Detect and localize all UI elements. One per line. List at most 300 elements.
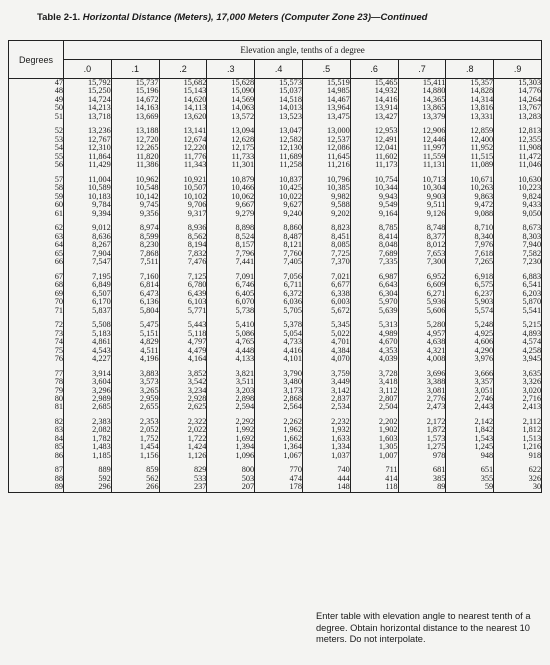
distance-value: 10,344	[374, 183, 398, 193]
distance-value: 15,250	[87, 86, 111, 96]
distance-value: 13,572	[231, 111, 255, 121]
distance-value: 13,094	[231, 126, 255, 136]
distance-value: 3,542	[187, 377, 207, 387]
degree-value: 75	[54, 345, 63, 355]
distance-value: 2,534	[331, 402, 350, 412]
distance-value: 474	[289, 473, 302, 483]
distance-value: 8,710	[474, 223, 494, 233]
degree-value: 56	[54, 160, 63, 170]
distance-value: 2,837	[331, 393, 350, 403]
distance-value: 10,263	[470, 183, 494, 193]
distance-value: 1,067	[283, 450, 302, 460]
distance-value: 12,720	[135, 134, 159, 144]
distance-value: 5,215	[522, 320, 542, 330]
distance-value: 1,872	[426, 425, 446, 435]
distance-value: 8,085	[331, 240, 350, 250]
distance-value: 6,203	[522, 288, 542, 298]
distance-value: 1,692	[235, 433, 255, 443]
distance-value: 5,508	[92, 320, 111, 330]
degree-value: 82	[54, 416, 63, 426]
distance-value: 1,424	[187, 442, 207, 452]
distance-value: 7,370	[331, 257, 350, 267]
distance-value: 5,248	[474, 320, 494, 330]
distance-value: 1,483	[92, 442, 111, 452]
degree-value: 49	[54, 94, 63, 104]
distance-value: 13,283	[518, 111, 542, 121]
degree-value: 64	[54, 240, 63, 250]
tenth-header: .2	[159, 60, 207, 79]
distance-value: 11,952	[470, 143, 494, 153]
distance-value: 11,864	[88, 151, 111, 161]
distance-value: 12,674	[183, 134, 207, 144]
distance-value: 7,021	[331, 271, 350, 281]
distance-value: 12,628	[231, 134, 255, 144]
distance-value: 10,304	[422, 183, 446, 193]
distance-value: 13,475	[326, 111, 350, 121]
distance-value: 10,223	[518, 183, 542, 193]
distance-value: 622	[528, 465, 542, 475]
distance-value: 5,771	[187, 305, 207, 315]
degree-value: 80	[54, 393, 63, 403]
distance-value: 9,240	[283, 208, 302, 218]
distance-value: 12,355	[518, 134, 542, 144]
distance-value: 6,711	[283, 280, 302, 290]
degree-value: 87	[54, 465, 63, 475]
distance-value: 5,903	[474, 297, 494, 307]
distance-value: 2,322	[187, 416, 207, 426]
distance-value: 12,859	[470, 126, 494, 136]
distance-value: 10,630	[518, 174, 542, 184]
distance-value: 7,230	[522, 257, 542, 267]
distance-value: 14,213	[87, 103, 111, 113]
distance-value: 10,713	[422, 174, 446, 184]
distance-value: 9,511	[427, 200, 446, 210]
distance-value: 3,265	[139, 385, 159, 395]
distance-value: 15,090	[231, 86, 255, 96]
distance-value: 3,511	[235, 377, 255, 387]
degree-value: 50	[54, 103, 63, 113]
usage-note: Enter table with elevation angle to nearest tenth of a degree. Obtain horizontal distance to the nearest 10 meters. Do not interpolate.	[316, 611, 531, 644]
distance-value: 2,928	[187, 393, 207, 403]
distance-value: 11,429	[88, 160, 111, 170]
distance-column-0	[64, 79, 112, 493]
distance-value: 7,511	[140, 257, 159, 267]
distance-value: 9,745	[139, 200, 159, 210]
distance-value: 5,022	[331, 328, 350, 338]
distance-value: 5,837	[92, 305, 111, 315]
distance-column-4	[255, 79, 303, 493]
distance-value: 7,547	[92, 257, 111, 267]
distance-value: 11,820	[136, 151, 159, 161]
distance-value: 5,936	[426, 297, 446, 307]
distance-value: 9,317	[187, 208, 207, 218]
distance-value: 14,467	[326, 94, 350, 104]
degree-value: 58	[54, 183, 63, 193]
distance-value: 9,549	[378, 200, 398, 210]
distance-value: 5,639	[378, 305, 398, 315]
tenth-header: .8	[446, 60, 494, 79]
distance-value: 4,511	[140, 345, 159, 355]
distance-value: 8,048	[378, 240, 398, 250]
distance-value: 1,216	[522, 442, 542, 452]
distance-value: 7,160	[139, 271, 159, 281]
distance-value: 1,752	[139, 433, 159, 443]
degree-value: 54	[54, 143, 63, 153]
degree-value: 89	[54, 482, 63, 492]
distance-value: 9,164	[378, 208, 398, 218]
degree-value: 76	[54, 354, 63, 364]
distance-value: 8,636	[92, 231, 111, 241]
distance-value: 13,523	[279, 111, 302, 121]
distance-value: 9,202	[331, 208, 350, 218]
distance-value: 2,353	[139, 416, 159, 426]
distance-value: 7,441	[235, 257, 255, 267]
distance-value: 7,796	[235, 248, 255, 258]
distance-value: 8,785	[378, 223, 398, 233]
distance-value: 7,091	[235, 271, 255, 281]
distance-value: 14,264	[518, 94, 542, 104]
distance-value: 1,603	[378, 433, 398, 443]
distance-value: 4,925	[474, 328, 494, 338]
distance-value: 4,989	[378, 328, 398, 338]
tenth-header: .1	[111, 60, 159, 79]
distance-value: 10,507	[183, 183, 207, 193]
distance-value: 9,356	[139, 208, 159, 218]
distance-value: 3,234	[187, 385, 207, 395]
distance-value: 9,126	[426, 208, 446, 218]
distance-value: 9,088	[474, 208, 494, 218]
distance-value: 5,183	[92, 328, 111, 338]
distance-value: 7,195	[92, 271, 111, 281]
degree-value: 59	[54, 191, 63, 201]
distance-value: 385	[432, 473, 446, 483]
distance-value: 14,776	[518, 86, 542, 96]
distance-value: 13,816	[470, 103, 494, 113]
tenth-header: .5	[302, 60, 350, 79]
distance-value: 10,754	[374, 174, 398, 184]
distance-value: 1,364	[283, 442, 302, 452]
distance-value: 4,227	[92, 354, 111, 364]
distance-value: 5,443	[187, 320, 207, 330]
distance-value: 14,063	[231, 103, 255, 113]
distance-value: 5,086	[235, 328, 255, 338]
distance-value: 14,163	[135, 103, 159, 113]
distance-value: 11,515	[470, 151, 494, 161]
distance-value: 3,418	[378, 377, 398, 387]
distance-value: 10,425	[279, 183, 302, 193]
distance-table	[8, 40, 542, 493]
distance-value: 59	[484, 482, 494, 492]
degree-value: 71	[54, 305, 63, 315]
distance-value: 3,666	[474, 368, 494, 378]
distance-value: 10,837	[279, 174, 302, 184]
degrees-header: Degrees	[9, 41, 64, 79]
distance-value: 13,188	[135, 126, 159, 136]
distance-value: 2,746	[474, 393, 494, 403]
tenth-header: .6	[350, 60, 398, 79]
degree-value: 63	[54, 231, 63, 241]
distance-value: 4,638	[426, 337, 446, 347]
distance-value: 12,446	[422, 134, 446, 144]
distance-value: 10,589	[87, 183, 111, 193]
distance-value: 651	[480, 465, 494, 475]
distance-value: 3,821	[235, 368, 255, 378]
distance-value: 6,070	[235, 297, 255, 307]
distance-value: 5,280	[426, 320, 446, 330]
distance-value: 11,689	[279, 151, 302, 161]
degree-value: 69	[54, 288, 63, 298]
distance-value: 15,037	[279, 86, 302, 96]
table-title	[37, 12, 427, 23]
tenth-header: .4	[255, 60, 303, 79]
distance-value: 11,776	[183, 151, 207, 161]
distance-value: 859	[146, 465, 159, 475]
degree-value: 74	[54, 337, 63, 347]
distance-value: 7,335	[378, 257, 398, 267]
distance-value: 3,020	[522, 385, 542, 395]
distance-value: 14,416	[374, 94, 398, 104]
distance-value: 11,908	[518, 143, 542, 153]
distance-value: 533	[193, 473, 207, 483]
distance-value: 12,310	[87, 143, 111, 153]
distance-value: 11,301	[231, 160, 255, 170]
distance-value: 14,620	[183, 94, 207, 104]
distance-value: 14,672	[135, 94, 159, 104]
distance-value: 12,130	[279, 143, 302, 153]
distance-value: 2,959	[139, 393, 159, 403]
distance-value: 1,812	[522, 425, 542, 435]
distance-value: 8,194	[187, 240, 207, 250]
distance-value: 14,828	[470, 86, 494, 96]
distance-value: 4,101	[283, 354, 302, 364]
distance-column-6	[350, 79, 398, 493]
distance-value: 6,103	[187, 297, 207, 307]
table-caption: Horizontal Distance (Meters), 17,000 Meters (Computer Zone 23)—Continued	[82, 12, 428, 23]
distance-value: 9,050	[522, 208, 542, 218]
distance-value: 15,519	[326, 78, 350, 87]
distance-value: 5,345	[331, 320, 350, 330]
degree-value: 73	[54, 328, 63, 338]
distance-value: 118	[385, 482, 398, 492]
distance-value: 11,343	[183, 160, 207, 170]
distance-value: 6,918	[474, 271, 494, 281]
distance-value: 1,007	[378, 450, 398, 460]
distance-value: 7,976	[474, 240, 494, 250]
distance-value: 7,904	[92, 248, 111, 258]
distance-value: 5,313	[378, 320, 398, 330]
distance-value: 9,627	[283, 200, 302, 210]
distance-value: 9,394	[92, 208, 111, 218]
distance-value: 978	[432, 450, 446, 460]
distance-value: 9,433	[522, 200, 542, 210]
distance-value: 13,865	[422, 103, 446, 113]
distance-value: 3,883	[139, 368, 159, 378]
distance-value: 6,575	[474, 280, 494, 290]
distance-value: 9,982	[331, 191, 350, 201]
distance-value: 14,518	[279, 94, 302, 104]
distance-value: 4,733	[283, 337, 302, 347]
distance-value: 14,113	[183, 103, 207, 113]
distance-value: 2,112	[522, 416, 542, 426]
distance-value: 4,353	[378, 345, 398, 355]
degree-value: 51	[54, 111, 63, 121]
distance-value: 326	[528, 473, 542, 483]
distance-value: 6,439	[187, 288, 207, 298]
distance-value: 7,868	[139, 248, 159, 258]
distance-value: 3,173	[283, 385, 302, 395]
tenth-header: .9	[494, 60, 542, 79]
distance-value: 2,383	[92, 416, 111, 426]
distance-value: 4,670	[378, 337, 398, 347]
distance-value: 4,196	[139, 354, 159, 364]
distance-value: 355	[480, 473, 494, 483]
distance-value: 8,748	[426, 223, 446, 233]
distance-value: 9,012	[92, 223, 111, 233]
distance-value: 4,893	[522, 328, 542, 338]
distance-value: 14,985	[326, 86, 350, 96]
degree-value: 85	[54, 442, 63, 452]
distance-value: 15,143	[183, 86, 207, 96]
distance-value: 9,279	[235, 208, 255, 218]
distance-value: 14,314	[470, 94, 494, 104]
distance-value: 9,667	[235, 200, 255, 210]
distance-value: 711	[385, 465, 398, 475]
distance-value: 7,582	[522, 248, 542, 258]
distance-value: 948	[480, 450, 494, 460]
distance-value: 7,689	[378, 248, 398, 258]
distance-value: 1,932	[331, 425, 350, 435]
distance-value: 4,574	[522, 337, 542, 347]
distance-value: 4,321	[426, 345, 446, 355]
degree-value: 61	[54, 208, 63, 218]
distance-value: 1,126	[187, 450, 207, 460]
distance-value: 2,989	[92, 393, 111, 403]
distance-value: 4,008	[426, 354, 446, 364]
distance-value: 503	[241, 473, 255, 483]
distance-value: 6,643	[378, 280, 398, 290]
distance-value: 1,962	[283, 425, 302, 435]
degree-value: 86	[54, 450, 63, 460]
distance-value: 4,765	[235, 337, 255, 347]
distance-value: 1,633	[331, 433, 350, 443]
distance-value: 8,267	[92, 240, 111, 250]
distance-value: 6,170	[92, 297, 111, 307]
distance-value: 8,673	[522, 223, 542, 233]
distance-value: 5,118	[188, 328, 207, 338]
tenths-header-row	[9, 60, 542, 79]
distance-value: 12,767	[87, 134, 111, 144]
distance-value: 3,852	[187, 368, 207, 378]
distance-value: 11,046	[518, 160, 542, 170]
distance-value: 11,733	[231, 151, 255, 161]
distance-value: 11,386	[136, 160, 159, 170]
distance-value: 13,047	[279, 126, 302, 136]
distance-value: 2,082	[92, 425, 111, 435]
distance-value: 1,334	[331, 442, 350, 452]
distance-value: 2,262	[283, 416, 302, 426]
distance-value: 6,473	[139, 288, 159, 298]
distance-value: 11,004	[88, 174, 111, 184]
distance-value: 207	[241, 482, 255, 492]
distance-value: 4,957	[426, 328, 446, 338]
distance-value: 14,365	[422, 94, 446, 104]
distance-value: 12,265	[135, 143, 159, 153]
distance-value: 8,230	[139, 240, 159, 250]
distance-value: 681	[432, 465, 446, 475]
distance-value: 4,070	[331, 354, 350, 364]
distance-value: 10,183	[87, 191, 111, 201]
distance-value: 13,236	[87, 126, 111, 136]
distance-value: 2,052	[139, 425, 159, 435]
degree-value: 78	[54, 377, 63, 387]
distance-value: 6,780	[187, 280, 207, 290]
distance-value: 4,829	[139, 337, 159, 347]
distance-column-3	[207, 79, 255, 493]
distance-value: 10,796	[326, 174, 350, 184]
distance-value: 3,296	[92, 385, 111, 395]
distance-column-9	[494, 79, 542, 493]
distance-value: 4,606	[474, 337, 494, 347]
distance-value: 6,405	[235, 288, 255, 298]
distance-value: 15,628	[231, 78, 255, 87]
distance-value: 8,487	[283, 231, 302, 241]
distance-value: 562	[146, 473, 159, 483]
distance-value: 2,504	[378, 402, 398, 412]
degree-value: 52	[54, 126, 63, 136]
distance-value: 3,914	[92, 368, 111, 378]
distance-value: 6,271	[426, 288, 446, 298]
distance-value: 5,475	[139, 320, 159, 330]
distance-value: 5,541	[522, 305, 542, 315]
distance-value: 296	[98, 482, 111, 492]
distance-value: 770	[289, 465, 302, 475]
table-body-row	[9, 79, 542, 493]
distance-value: 5,151	[139, 328, 159, 338]
distance-value: 8,451	[331, 231, 350, 241]
distance-value: 7,056	[283, 271, 302, 281]
elevation-angle-header: Elevation angle, tenths of a degree	[64, 41, 542, 60]
tenth-header: .0	[64, 60, 112, 79]
distance-value: 3,790	[283, 368, 302, 378]
distance-value: 15,465	[374, 78, 398, 87]
distance-value: 592	[98, 473, 111, 483]
distance-value: 9,824	[522, 191, 542, 201]
distance-value: 14,724	[87, 94, 111, 104]
distance-value: 13,331	[470, 111, 494, 121]
distance-value: 1,156	[139, 450, 159, 460]
distance-value: 4,258	[522, 345, 542, 355]
degree-value: 68	[54, 280, 63, 290]
distance-value: 6,372	[283, 288, 302, 298]
distance-value: 3,081	[426, 385, 446, 395]
distance-value: 2,868	[283, 393, 302, 403]
degree-value: 47	[54, 78, 63, 87]
distance-value: 15,682	[183, 78, 207, 87]
distance-value: 6,507	[92, 288, 111, 298]
distance-value: 5,804	[139, 305, 159, 315]
distance-value: 1,722	[187, 433, 207, 443]
distance-value: 6,746	[235, 280, 255, 290]
distance-value: 148	[337, 482, 350, 492]
distance-value: 7,125	[187, 271, 207, 281]
distance-value: 237	[193, 482, 207, 492]
distance-value: 13,141	[183, 126, 207, 136]
distance-value: 3,573	[139, 377, 159, 387]
distance-value: 1,185	[92, 450, 111, 460]
distance-value: 6,304	[378, 288, 398, 298]
distance-value: 2,142	[474, 416, 494, 426]
distance-value: 12,906	[422, 126, 446, 136]
